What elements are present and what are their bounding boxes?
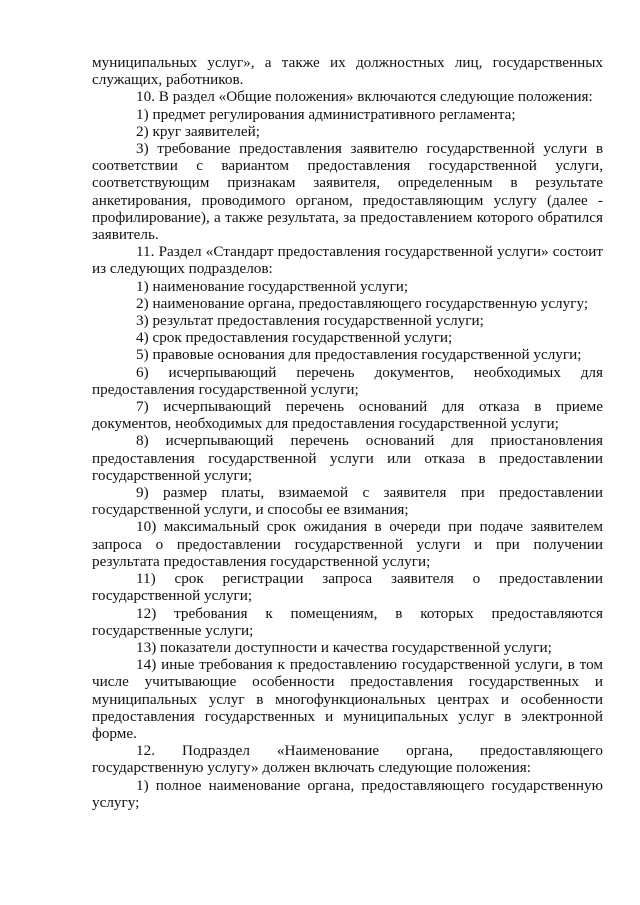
paragraph-11-item-14: 14) иные требования к предоставлению государственной услуги, в том числе учитывающие особенности предоставления государственных и муниципальных услуг в многофункциональных центрах и особенности предоставления государственных и муниципальных услуг в электронной форме.	[92, 656, 603, 742]
paragraph-11-item-4: 4) срок предоставления государственной услуги;	[136, 329, 453, 347]
paragraph-12-heading: 12. Подраздел «Наименование органа, предоставляющего государственную услугу» должен включать следующие положения:	[92, 742, 603, 777]
paragraph-11-item-2: 2) наименование органа, предоставляющего государственную услугу;	[136, 294, 589, 312]
paragraph-11-item-12: 12) требования к помещениям, в которых предоставляются государственные услуги;	[92, 604, 603, 639]
paragraph-11-item-8: 8) исчерпывающий перечень оснований для приостановления предоставления государственной услуги или отказа в предоставлении государственной услуги;	[92, 432, 603, 484]
paragraph-11-item-10: 10) максимальный срок ожидания в очереди при подаче заявителем запроса о предоставлении государственной услуги и при получении результата предоставления государственной услуги;	[92, 518, 603, 570]
paragraph-12-item-1: 1) полное наименование органа, предоставляющего государственную услугу;	[92, 776, 603, 811]
paragraph-10-item-2: 2) круг заявителей;	[136, 122, 260, 140]
paragraph-11-item-1: 1) наименование государственной услуги;	[136, 277, 409, 295]
document-body	[92, 54, 603, 811]
paragraph-11-item-13: 13) показатели доступности и качества государственной услуги;	[136, 638, 552, 656]
paragraph-10-item-1: 1) предмет регулирования административного регламента;	[136, 105, 516, 123]
paragraph-continuation: муниципальных услуг», а также их должностных лиц, государственных служащих, работников.	[92, 54, 603, 89]
paragraph-10-heading: 10. В раздел «Общие положения» включаются следующие положения:	[136, 88, 593, 106]
paragraph-11-item-9: 9) размер платы, взимаемой с заявителя при предоставлении государственной услуги, и способы ее взимания;	[92, 484, 603, 519]
paragraph-11-item-5: 5) правовые основания для предоставления государственной услуги;	[136, 346, 582, 364]
paragraph-11-item-3: 3) результат предоставления государственной услуги;	[136, 312, 484, 330]
paragraph-11-item-7: 7) исчерпывающий перечень оснований для отказа в приеме документов, необходимых для предоставления государственной услуги;	[92, 398, 603, 433]
paragraph-11-heading: 11. Раздел «Стандарт предоставления государственной услуги» состоит из следующих подразделов:	[92, 243, 603, 278]
paragraph-11-item-6: 6) исчерпывающий перечень документов, необходимых для предоставления государственной услуги;	[92, 363, 603, 398]
paragraph-10-item-3: 3) требование предоставления заявителю государственной услуги в соответствии с вариантом предоставления государственной услуги, соответствующим признакам заявителя, определенным в результате анкетирования, проводимого органом, предоставляющим услугу (далее - профилирование), а также результата, за предоставлением которого обратился заявитель.	[92, 140, 603, 244]
paragraph-11-item-11: 11) срок регистрации запроса заявителя о предоставлении государственной услуги;	[92, 570, 603, 605]
